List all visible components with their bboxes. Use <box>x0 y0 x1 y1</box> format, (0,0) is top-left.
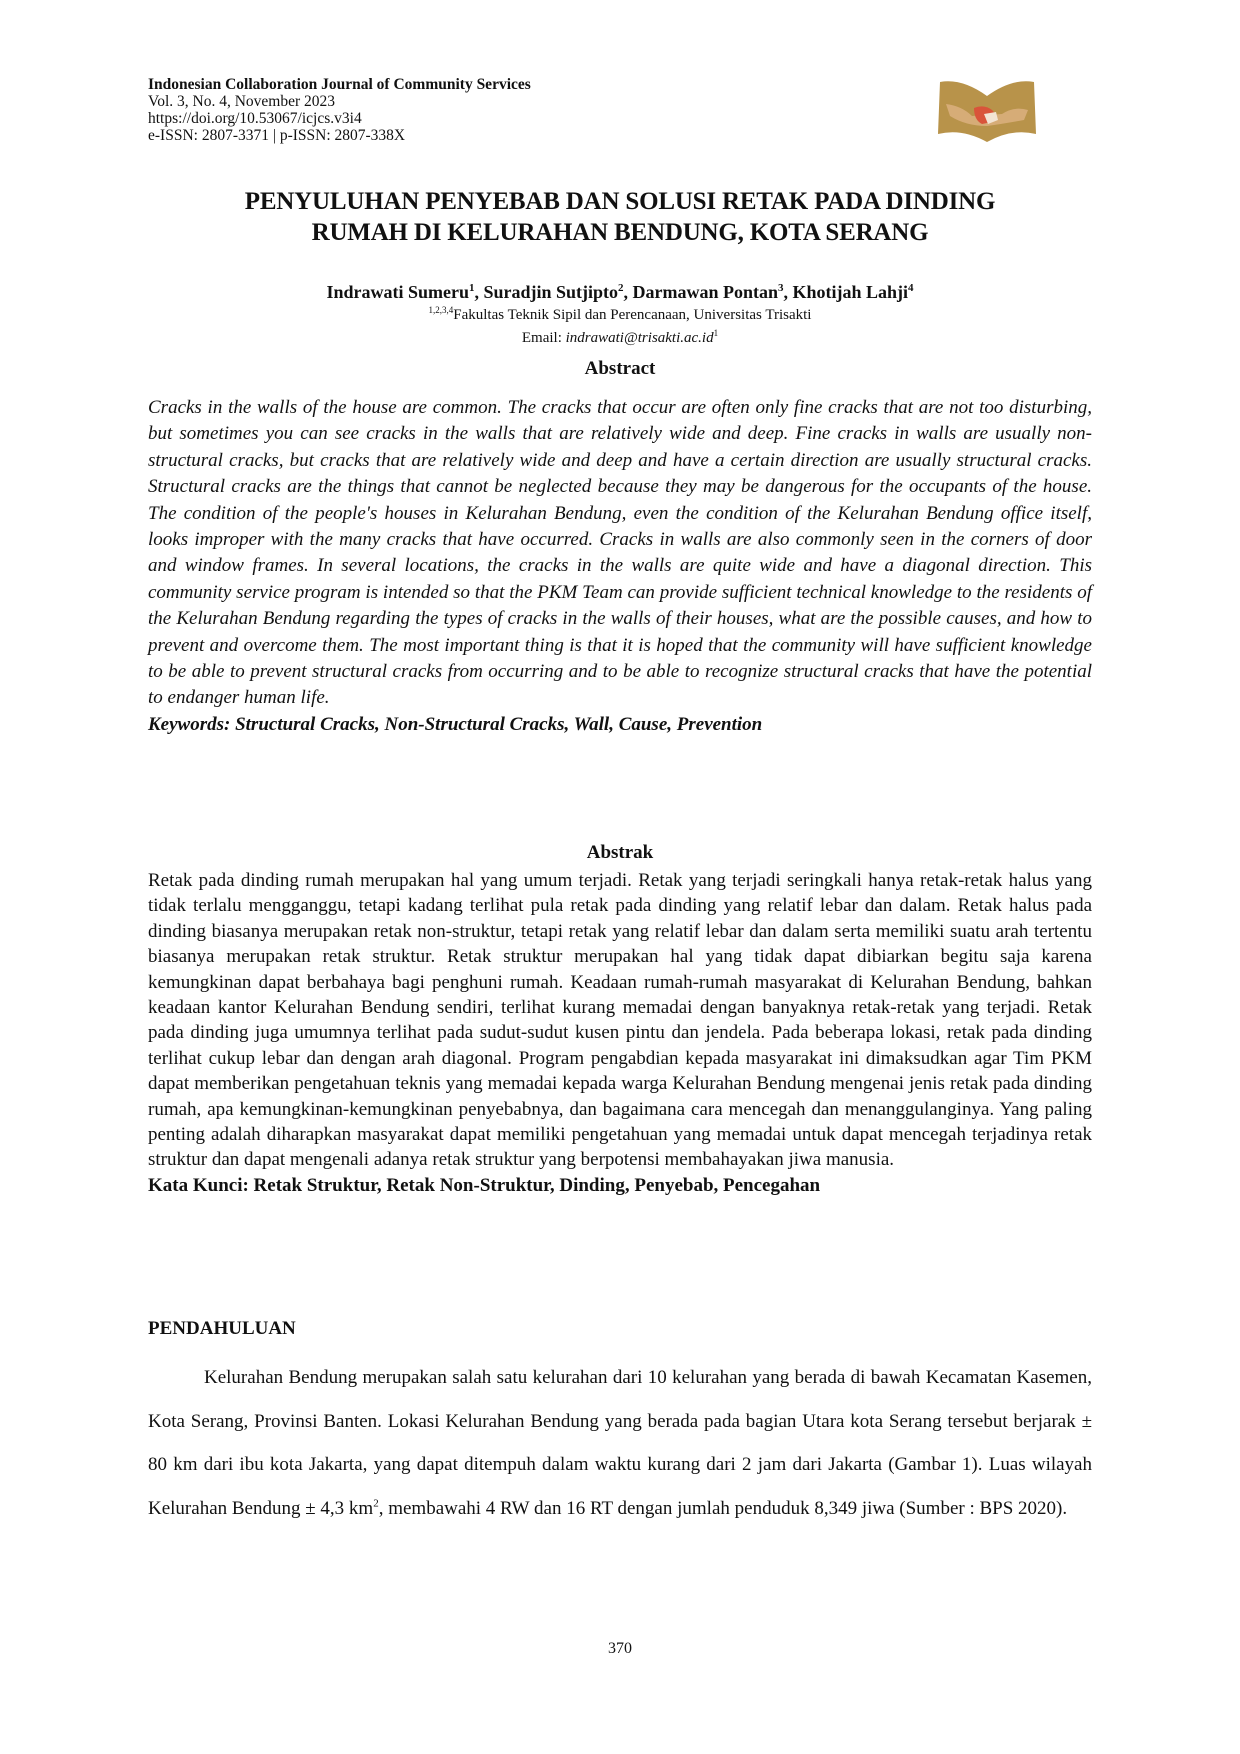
section-heading-pendahuluan: PENDAHULUAN <box>148 1318 296 1339</box>
abstract-indonesian <box>148 868 1092 1198</box>
keywords: Keywords: Structural Cracks, Non-Structural Cracks, Wall, Cause, Prevention <box>148 713 763 735</box>
author-sup: 2 <box>618 282 624 294</box>
author-sup: 4 <box>908 282 914 294</box>
kata-kunci: Kata Kunci: Retak Struktur, Retak Non-Struktur, Dinding, Penyebab, Pencegahan <box>148 1174 821 1196</box>
intro-text: Kelurahan Bendung merupakan salah satu kelurahan dari 10 kelurahan yang berada di bawah Kecamatan Kasemen, Kota Serang, Provinsi Banten. Lokasi Kelurahan Bendung yang berada pada bagian Utara kota Serang tersebut berjarak ± 80 km dari ibu kota Jakarta, yang dapat ditempuh dalam waktu kurang dari 2 jam dari Jakarta (Gambar 1). Luas wilayah Kelurahan Bendung ± 4,3 km <box>148 1367 1092 1519</box>
intro-text-end: , membawahi 4 RW dan 16 RT dengan jumlah penduduk 8,349 jiwa (Sumber : BPS 2020). <box>378 1497 1068 1519</box>
author-name: Darmawan Pontan <box>632 282 779 302</box>
author-name: Indrawati Sumeru <box>326 282 469 302</box>
journal-volume: Vol. 3, No. 4, November 2023 <box>148 93 335 110</box>
abstract-english <box>148 395 1092 738</box>
affiliation-sup: 1,2,3,4 <box>428 305 454 315</box>
page-number: 370 <box>608 1640 632 1657</box>
abstrak-heading: Abstrak <box>586 842 654 863</box>
journal-header <box>148 76 531 144</box>
email-link[interactable]: indrawati@trisakti.ac.id <box>565 330 714 346</box>
paper-title <box>140 186 1100 248</box>
journal-name: Indonesian Collaboration Journal of Community Services <box>148 76 531 93</box>
abstract-body: Cracks in the walls of the house are common. The cracks that occur are often only fine cracks that are not too disturbing, but sometimes you can see cracks in the walls that are relatively wide and deep. Fine cracks in walls are usually non-structural cracks, but cracks that are relatively wide and deep and have a certain direction are usually structural cracks. Structural cracks are the things that cannot be neglected because they may be dangerous for the occupants of the house. The condition of the people's houses in Kelurahan Bendung, even the condition of the Kelurahan Bendung office itself, looks improper with the many cracks that have occurred. Cracks in walls are also commonly seen in the corners of door and window frames. In several locations, the cracks in the walls are quite wide and have a diagonal direction. This community service program is intended so that the PKM Team can provide sufficient technical knowledge to the residents of the Kelurahan Bendung regarding the types of cracks in the walls of their houses, what are the possible causes, and how to prevent and overcome them. The most important thing is that it is hoped that the community will have sufficient knowledge to be able to prevent structural cracks from occurring and to be able to recognize structural cracks that have the potential to endanger human life. <box>148 397 1092 709</box>
journal-logo-icon <box>932 76 1042 148</box>
author-sup: 3 <box>778 282 784 294</box>
email-label: Email: <box>521 330 566 346</box>
journal-issn: e-ISSN: 2807-3371 | p-ISSN: 2807-338X <box>148 127 406 144</box>
abstrak-body: Retak pada dinding rumah merupakan hal yang umum terjadi. Retak yang terjadi seringkali hanya retak-retak halus yang tidak terlalu mengganggu, tetapi kadang terlihat pula retak pada dinding yang relatif lebar dan dalam. Retak halus pada dinding biasanya merupakan retak non-struktur, tetapi retak yang relatif lebar dan dalam serta memiliki suatu arah tertentu biasanya merupakan retak struktur. Retak struktur merupakan hal yang tidak dapat dibiarkan begitu saja karena kemungkinan dapat berbahaya bagi penghuni rumah. Keadaan rumah-rumah masyarakat di Kelurahan Bendung, bahkan keadaan kantor Kelurahan Bendung sendiri, terlihat kurang memadai dengan banyaknya retak-retak yang terjadi. Retak pada dinding juga umumnya terlihat pada sudut-sudut kusen pintu dan jendela. Pada beberapa lokasi, retak pada dinding terlihat cukup lebar dan dengan arah diagonal. Program pengabdian kepada masyarakat ini dimaksudkan agar Tim PKM dapat memberikan pengetahuan teknis yang memadai kepada warga Kelurahan Bendung mengenai jenis retak pada dinding rumah, apa kemungkinan-kemungkinan penyebabnya, dan bagaimana cara mencegah dan menanggulanginya. Yang paling penting adalah diharapkan masyarakat dapat memiliki pengetahuan yang memadai untuk dapat mencegah terjadinya retak struktur dan dapat mengenali adanya retak struktur yang berpotensi membahayakan jiwa manusia. <box>148 870 1092 1171</box>
intro-paragraph <box>148 1356 1092 1530</box>
intro-sup: 2 <box>373 1497 379 1510</box>
author-name: Khotijah Lahji <box>792 282 909 302</box>
email-sup: 1 <box>713 328 719 338</box>
abstract-heading: Abstract <box>584 358 656 379</box>
author-sup: 1 <box>468 282 475 294</box>
affiliation-block <box>140 301 1100 347</box>
email-line <box>140 324 1100 347</box>
journal-doi[interactable]: https://doi.org/10.53067/icjcs.v3i4 <box>148 110 362 127</box>
author-list: Indrawati Sumeru$^1$, Suradjin Sutjipto$^2$, Darmawan Pontan$^3$, Khotijah Lahji$^4$ <box>326 282 914 302</box>
author-name: Suradjin Sutjipto <box>483 282 618 302</box>
affiliation-text: Fakultas Teknik Sipil dan Perencanaan, Universitas Trisakti <box>453 307 812 323</box>
affiliation <box>140 301 1100 324</box>
title-line-1: PENYULUHAN PENYEBAB DAN SOLUSI RETAK PADA DINDING <box>244 188 996 215</box>
title-line-2: RUMAH DI KELURAHAN BENDUNG, KOTA SERANG <box>311 219 929 246</box>
